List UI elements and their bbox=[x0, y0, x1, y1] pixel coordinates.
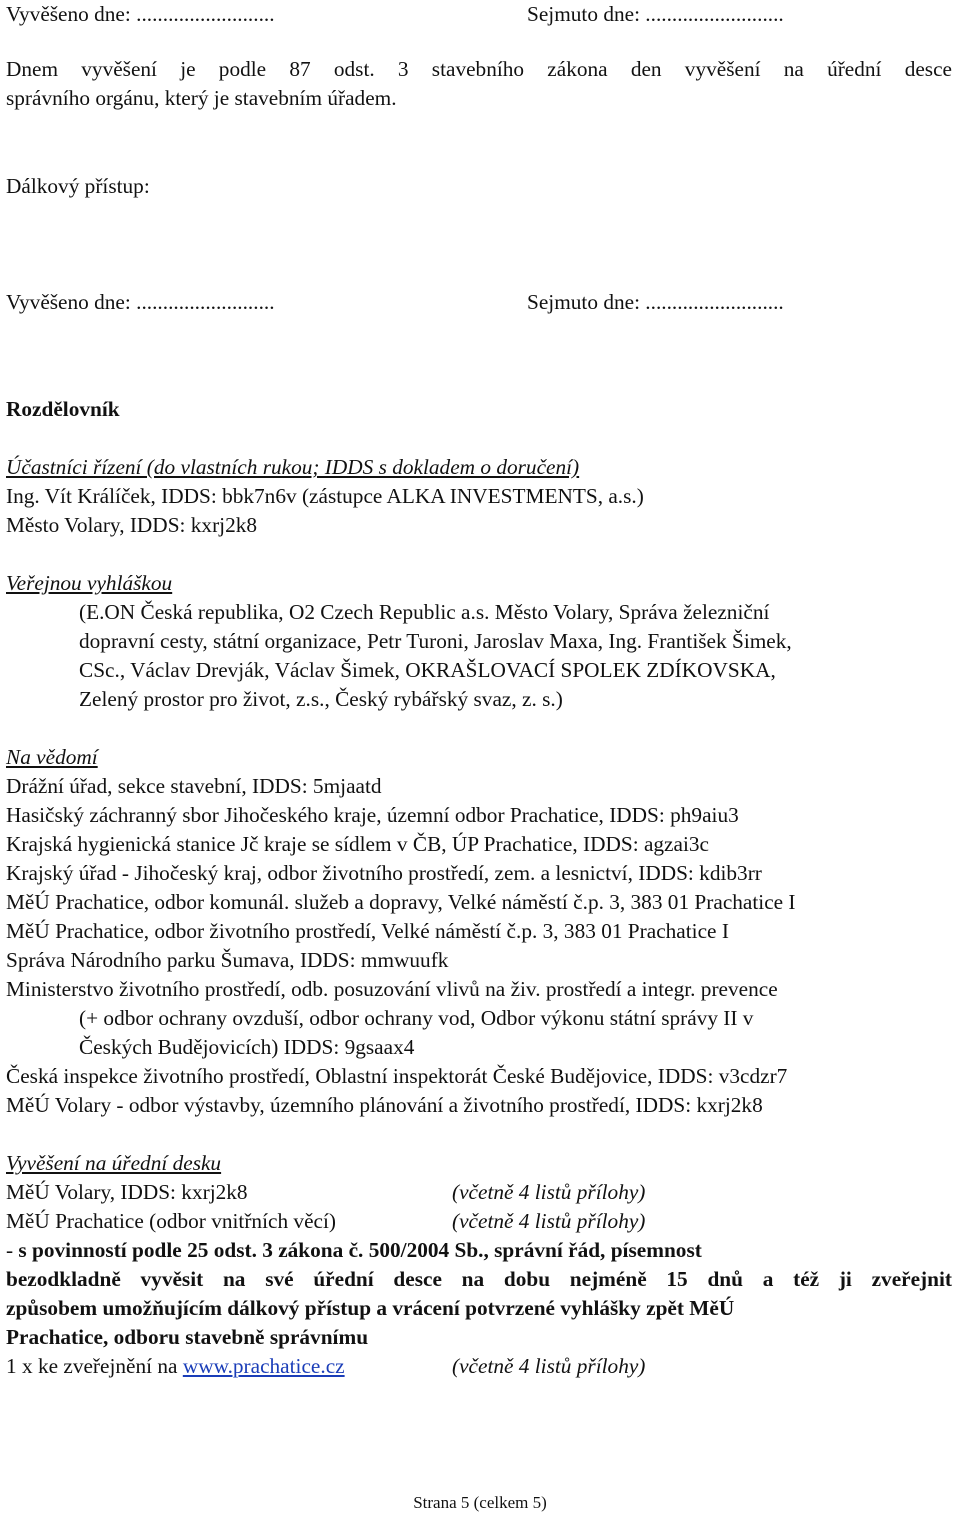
obligation-line-2: bezodkladně vyvěsit na své úřední desce na dobu nejméně 15 dnů a též ji zveřejnit bbox=[6, 1267, 952, 1291]
removed-date-bottom: Sejmuto dne: .......................... bbox=[527, 290, 784, 314]
for-info-item: Krajská hygienická stanice Jč kraje se sídlem v ČB, ÚP Prachatice, IDDS: agzai3c bbox=[6, 832, 709, 856]
obligation-prefix: - bbox=[6, 1238, 19, 1262]
posted-date-bottom: Vyvěšeno dne: .......................... bbox=[6, 290, 275, 314]
posting-heading: Vyvěšení na úřední desku bbox=[6, 1151, 222, 1175]
for-info-continuation: Českých Budějovicích) IDDS: 9gsaax4 bbox=[79, 1035, 415, 1059]
public-notice-line: CSc., Václav Drevják, Václav Šimek, OKRAŠLOVACÍ SPOLEK ZDÍKOVSKA, bbox=[79, 658, 776, 682]
posted-date-top: Vyvěšeno dne: .......................... bbox=[6, 2, 275, 26]
posting-row-name: MěÚ Volary, IDDS: kxrj2k8 bbox=[6, 1180, 248, 1204]
obligation-line-3: způsobem umožňujícím dálkový přístup a vrácení potvrzené vyhlášky zpět MěÚ bbox=[6, 1296, 735, 1320]
for-info-item: MěÚ Prachatice, odbor životního prostředí, Velké náměstí č.p. 3, 383 01 Prachatice I bbox=[6, 919, 729, 943]
participant-item: Město Volary, IDDS: kxrj2k8 bbox=[6, 513, 258, 537]
publish-prefix: 1 x ke zveřejnění na bbox=[6, 1354, 183, 1378]
distribution-title: Rozdělovník bbox=[6, 397, 120, 421]
publish-note: (včetně 4 listů přílohy) bbox=[452, 1354, 646, 1378]
remote-access-label: Dálkový přístup: bbox=[6, 174, 150, 198]
obligation-line-4: Prachatice, odboru stavebně správnímu bbox=[6, 1325, 369, 1349]
removed-date-top: Sejmuto dne: .......................... bbox=[527, 2, 784, 26]
posting-row-name: MěÚ Prachatice (odbor vnitřních věcí) bbox=[6, 1209, 336, 1233]
for-info-continuation: (+ odbor ochrany ovzduší, odbor ochrany vod, Odbor výkonu státní správy II v bbox=[79, 1006, 754, 1030]
obligation-text: s povinností podle 25 odst. 3 zákona č. 500/2004 Sb., správní řád, písemnost bbox=[18, 1238, 702, 1262]
obligation-line-1 bbox=[6, 1236, 702, 1265]
for-info-item: Krajský úřad - Jihočeský kraj, odbor životního prostředí, zem. a lesnictví, IDDS: kdib3rr bbox=[6, 861, 762, 885]
prachatice-website-link[interactable]: www.prachatice.cz bbox=[182, 1354, 345, 1378]
posting-row-note: (včetně 4 listů přílohy) bbox=[452, 1209, 646, 1233]
posting-row-note: (včetně 4 listů přílohy) bbox=[452, 1180, 646, 1204]
for-info-item: Správa Národního parku Šumava, IDDS: mmwuufk bbox=[6, 948, 449, 972]
for-info-item: Česká inspekce životního prostředí, Oblastní inspektorát České Budějovice, IDDS: v3cdzr7 bbox=[6, 1064, 788, 1088]
for-info-item: Ministerstvo životního prostředí, odb. posuzování vlivů na živ. prostředí a integr. prevence bbox=[6, 977, 778, 1001]
for-info-item: Drážní úřad, sekce stavební, IDDS: 5mjaatd bbox=[6, 774, 382, 798]
statement-line-1: Dnem vyvěšení je podle 87 odst. 3 stavebního zákona den vyvěšení na úřední desce bbox=[6, 57, 952, 81]
for-info-item: MěÚ Prachatice, odbor komunál. služeb a dopravy, Velké náměstí č.p. 3, 383 01 Prachatice I bbox=[6, 890, 796, 914]
statement-line-2: správního orgánu, který je stavebním úřadem. bbox=[6, 86, 397, 110]
public-notice-line: dopravní cesty, státní organizace, Petr Turoni, Jaroslav Maxa, Ing. František Šimek, bbox=[79, 629, 792, 653]
publish-line bbox=[6, 1352, 345, 1381]
participant-item: Ing. Vít Králíček, IDDS: bbk7n6v (zástupce ALKA INVESTMENTS, a.s.) bbox=[6, 484, 644, 508]
public-notice-line: (E.ON Česká republika, O2 Czech Republic a.s. Město Volary, Správa železniční bbox=[79, 600, 770, 624]
public-notice-heading: Veřejnou vyhláškou bbox=[6, 571, 173, 595]
participants-heading: Účastníci řízení (do vlastních rukou; IDDS s dokladem o doručení) bbox=[6, 455, 580, 479]
public-notice-line: Zelený prostor pro život, z.s., Český rybářský svaz, z. s.) bbox=[79, 687, 563, 711]
for-info-heading: Na vědomí bbox=[6, 745, 98, 769]
page-footer: Strana 5 (celkem 5) bbox=[413, 1493, 547, 1512]
for-info-item: MěÚ Volary - odbor výstavby, územního plánování a životního prostředí, IDDS: kxrj2k8 bbox=[6, 1093, 763, 1117]
for-info-item: Hasičský záchranný sbor Jihočeského kraje, územní odbor Prachatice, IDDS: ph9aiu3 bbox=[6, 803, 739, 827]
